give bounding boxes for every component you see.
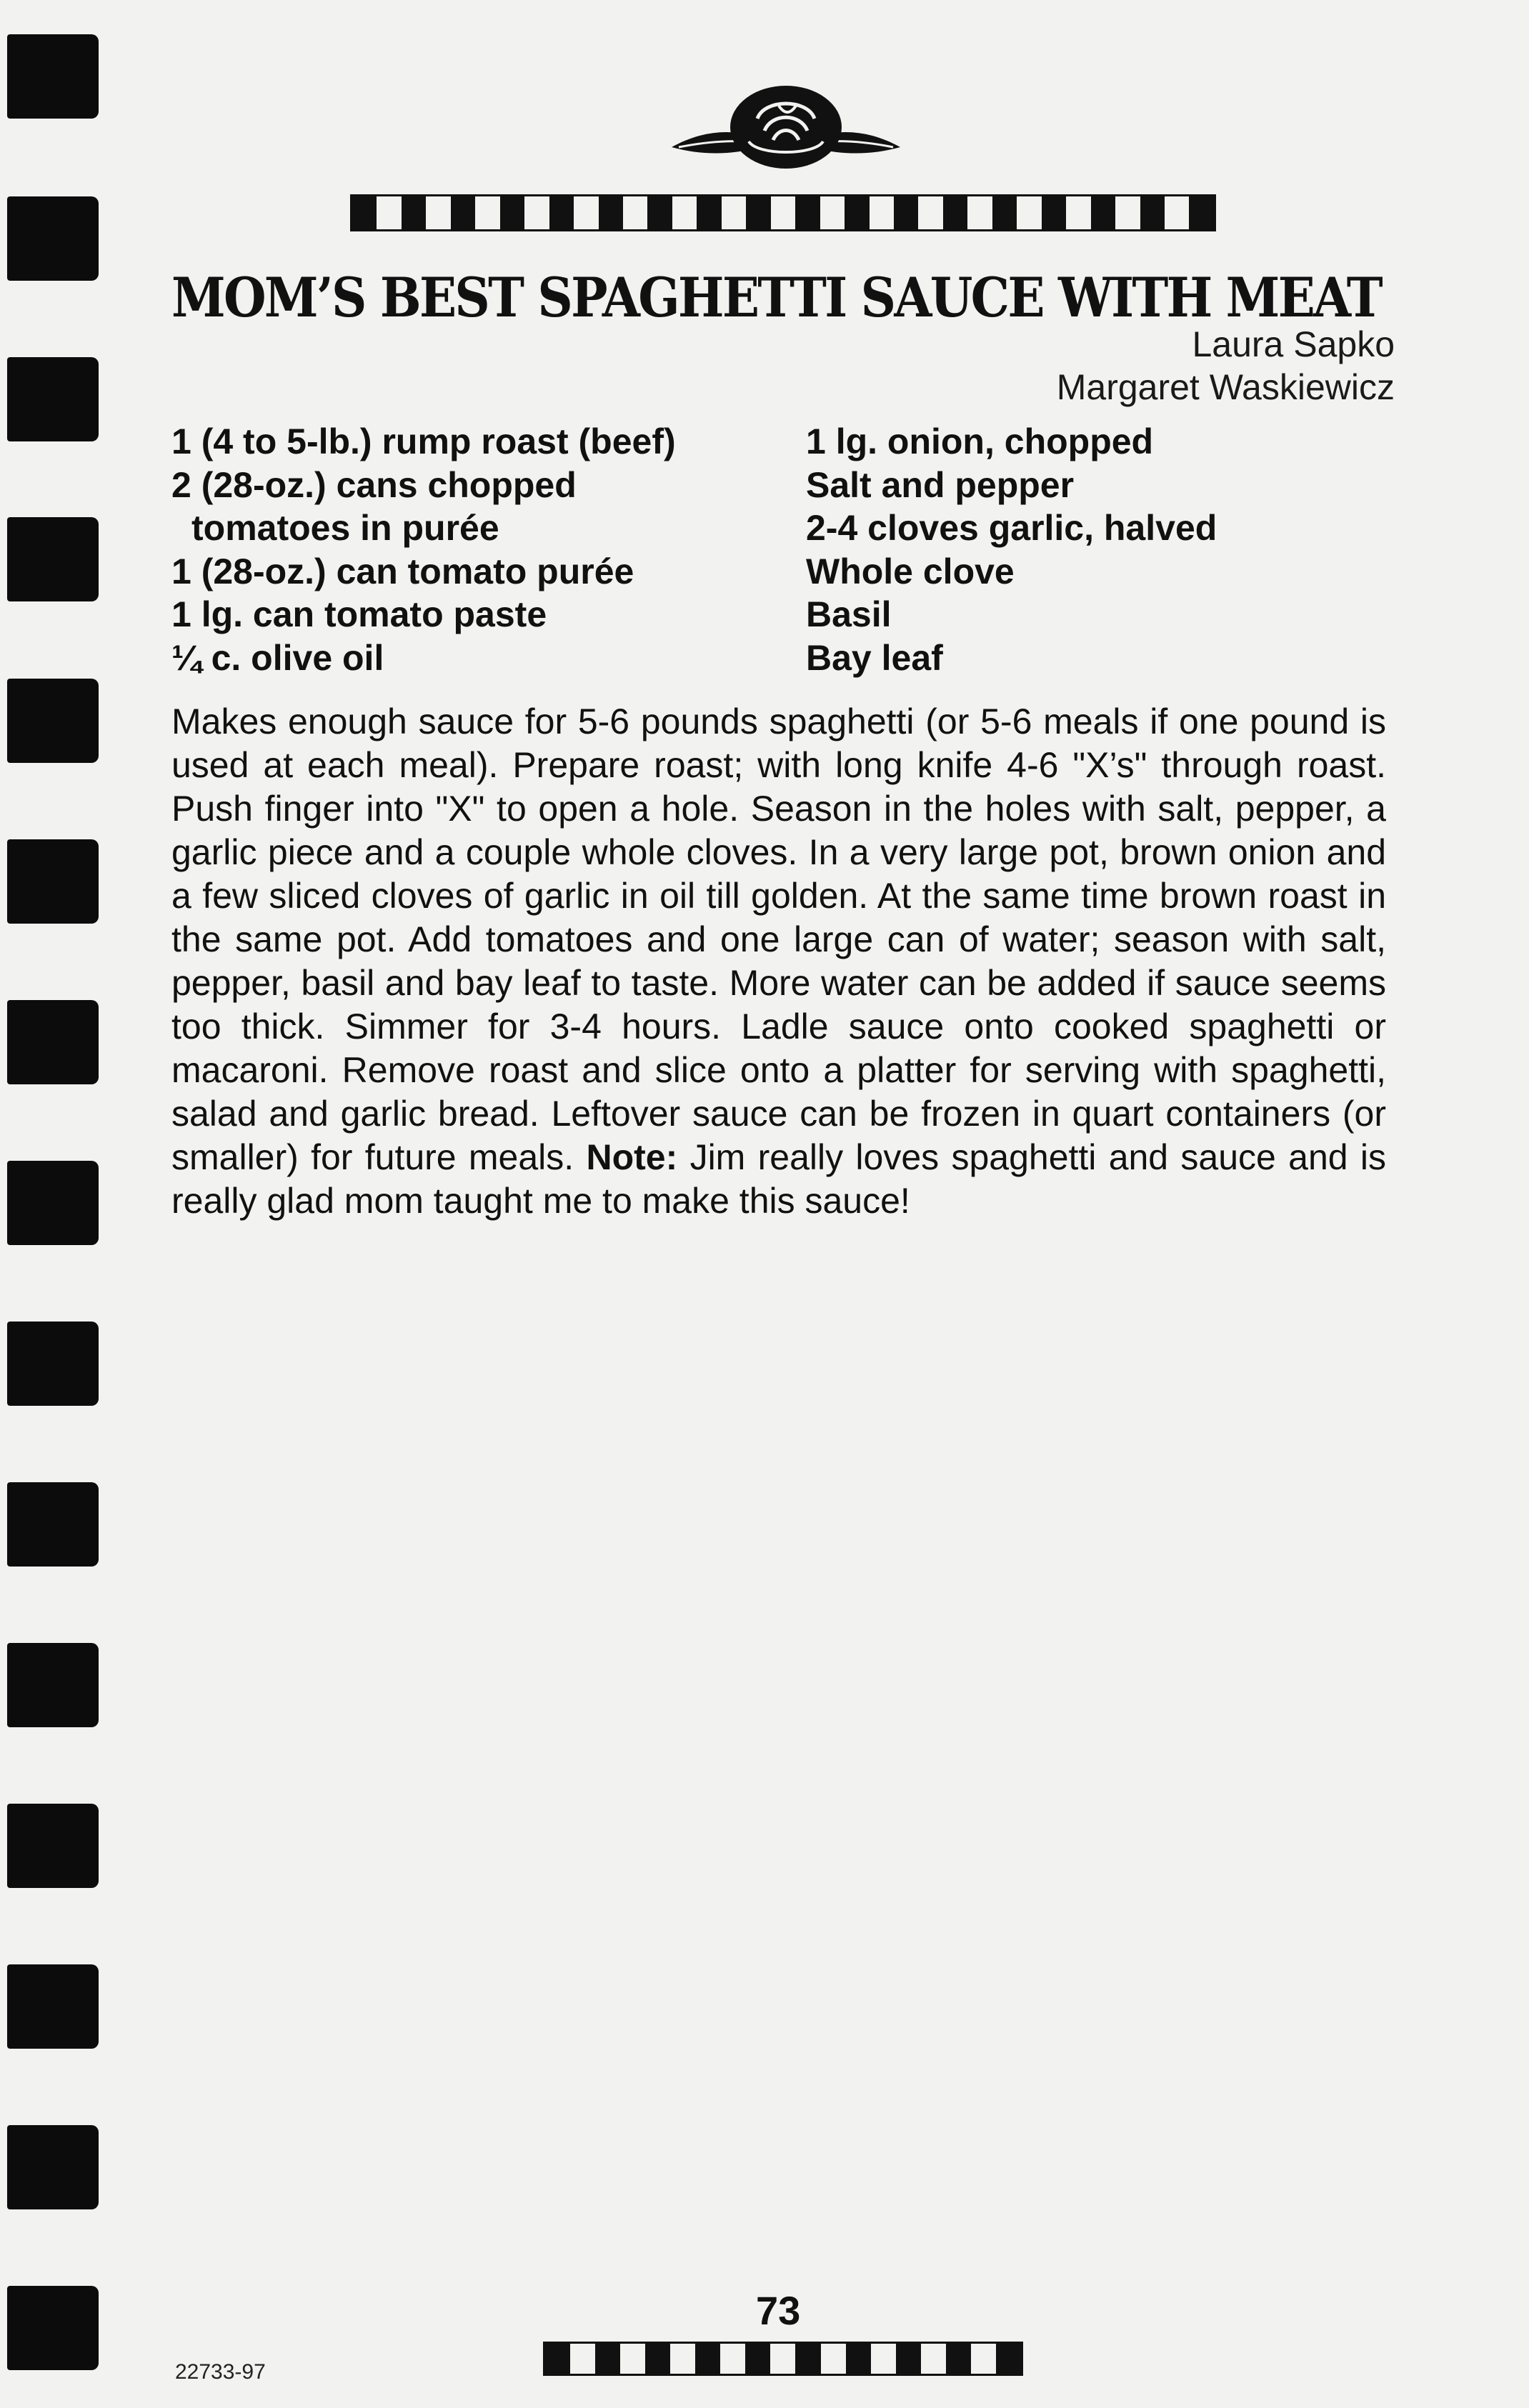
ingredient-item: Basil [806, 594, 892, 634]
ingredient-item: tomatoes in purée [191, 508, 499, 548]
ingredient-item: 2-4 cloves garlic, halved [806, 508, 1217, 548]
catalog-code: 22733-97 [175, 2360, 266, 2384]
binding-hole [7, 2125, 99, 2209]
ingredient-item: 1 lg. can tomato paste [171, 594, 547, 634]
ingredient-item: 1 (28-oz.) can tomato purée [171, 551, 634, 591]
binding-hole [7, 679, 99, 763]
binding-hole [7, 1161, 99, 1245]
binding-hole [7, 1964, 99, 2049]
ingredient-item: 2 (28-oz.) cans chopped [171, 464, 577, 505]
binding-hole [7, 1804, 99, 1888]
note-text: Jim really loves spaghetti and sauce and is really glad mom taught me to make this sauce! [171, 1137, 1386, 1221]
recipe-directions [171, 700, 1386, 1223]
author-name: Laura Sapko [1192, 324, 1395, 364]
binding-hole [7, 1000, 99, 1084]
note-label: Note: [586, 1137, 678, 1177]
binding-hole [7, 196, 99, 281]
ingredient-item: Bay leaf [806, 637, 943, 678]
decorative-checker-bar [543, 2342, 1023, 2376]
binding-hole [7, 1322, 99, 1406]
binding-hole [7, 2286, 99, 2370]
recipe-title: MOM’S BEST SPAGHETTI SAUCE WITH MEAT [171, 266, 1381, 329]
ingredient-item: Whole clove [806, 551, 1015, 591]
binding-hole [7, 357, 99, 441]
ingredient-item: Salt and pepper [806, 464, 1075, 505]
binding-hole [7, 34, 99, 119]
rose-icon [664, 77, 907, 177]
decorative-checker-bar [350, 194, 1216, 231]
ingredient-item: ¼ c. olive oil [171, 637, 384, 678]
ingredient-list-right [806, 420, 1392, 679]
page-number: 73 [756, 2288, 801, 2333]
recipe-authors [1057, 323, 1395, 409]
author-name: Margaret Waskiewicz [1056, 367, 1395, 407]
binding-hole [7, 839, 99, 924]
spiral-binding [0, 0, 100, 2408]
ingredient-item: 1 lg. onion, chopped [806, 421, 1154, 461]
binding-hole [7, 1643, 99, 1727]
ingredient-list-left [171, 420, 786, 679]
binding-hole [7, 1482, 99, 1567]
binding-hole [7, 517, 99, 601]
ingredient-item: 1 (4 to 5-lb.) rump roast (beef) [171, 421, 676, 461]
directions-text: Makes enough sauce for 5-6 pounds spaghetti (or 5-6 meals if one pound is used at each meal). Prepare roast; with long knife 4-6 "X’s" through roast. Push finger into "X" to open a hole. Season in the holes with salt, pepper, a garlic piece and a couple whole cloves. In a very large pot, brown onion and a few sliced cloves of garlic in oil till golden. At the same time brown roast in the same pot. Add tomatoes and one large can of water; season with salt, pepper, basil and bay leaf to taste. More water can be added if sauce seems too thick. Simmer for 3-4 hours. Ladle sauce onto cooked spaghetti or macaroni. Remove roast and slice onto a platter for serving with spaghetti, salad and garlic bread. Leftover sauce can be frozen in quart containers (or smaller) for future meals. [171, 701, 1386, 1177]
